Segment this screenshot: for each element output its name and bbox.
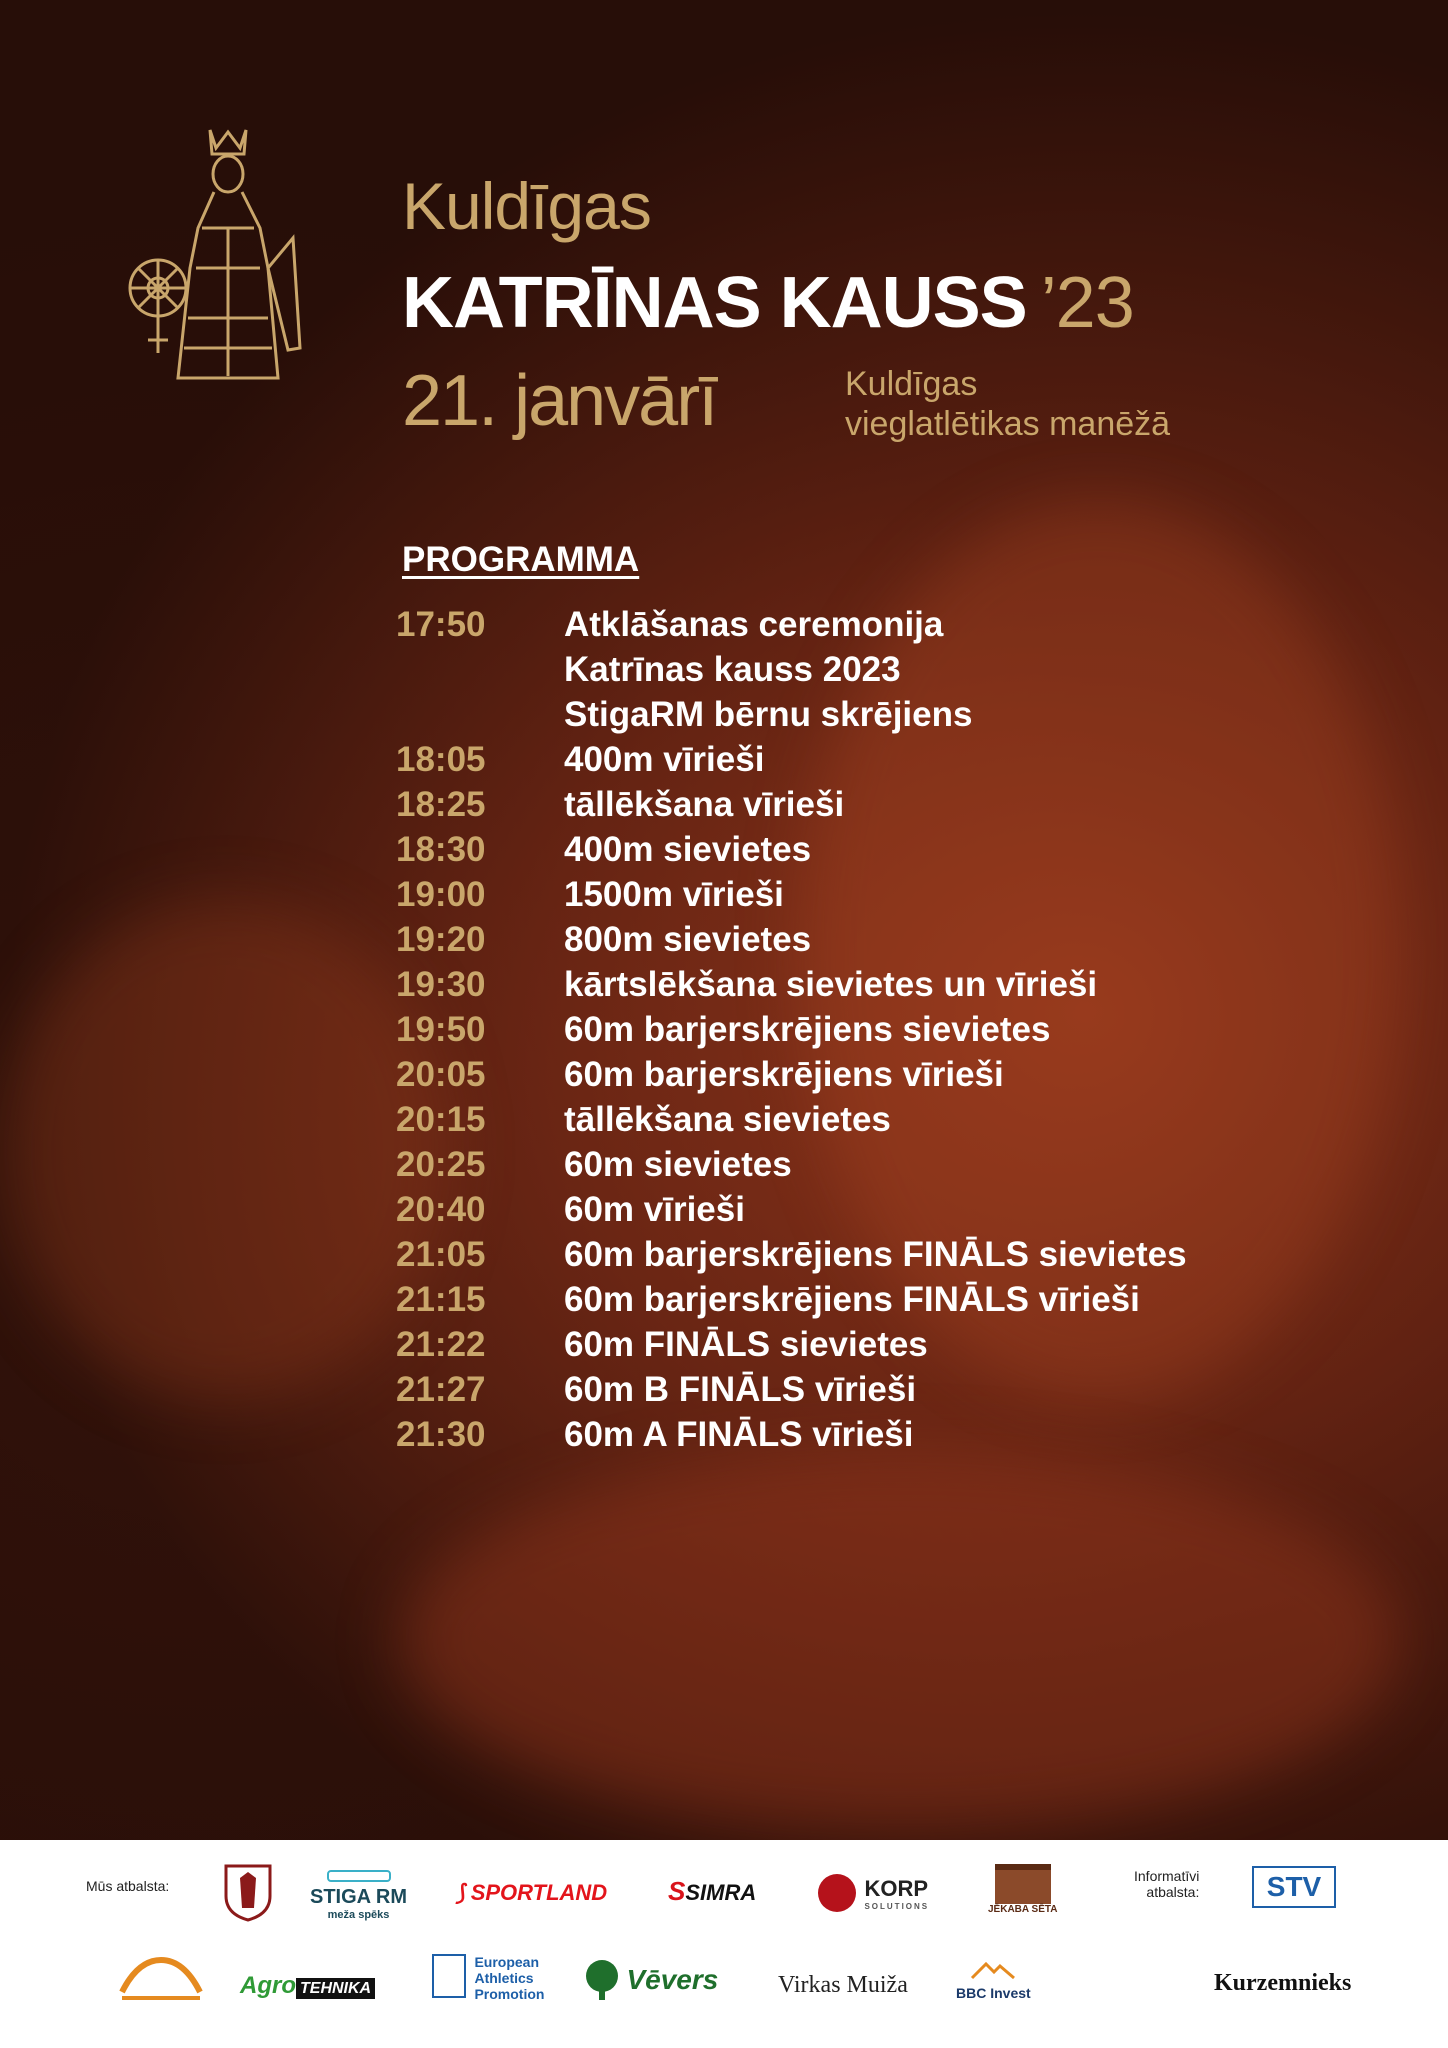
schedule-event: 60m barjerskrējiens sievietes <box>564 1009 1051 1049</box>
schedule-time: 20:25 <box>396 1144 486 1184</box>
mountain-icon <box>970 1962 1016 1980</box>
schedule-event: 60m FINĀLS sievietes <box>564 1324 928 1364</box>
schedule-row <box>396 647 1187 692</box>
simra-name: SIMRA <box>685 1880 757 1905</box>
schedule-time: 19:20 <box>396 919 486 959</box>
bbc-name: BBC Invest <box>956 1985 1031 2001</box>
support-label: Mūs atbalsta: <box>86 1878 170 1894</box>
korp-sub: SOLUTIONS <box>864 1901 930 1911</box>
korp-name: KORP <box>864 1875 929 1901</box>
schedule-event: 60m barjerskrējiens FINĀLS vīrieši <box>564 1279 1140 1319</box>
venue-line-1: Kuldīgas <box>845 365 978 403</box>
schedule-time: 18:05 <box>396 739 486 779</box>
schedule-row <box>396 962 1187 1007</box>
schedule-row <box>396 1412 1187 1457</box>
bg-glow-bottom <box>400 1450 1400 1830</box>
schedule-time: 20:05 <box>396 1054 486 1094</box>
schedule-event: 60m B FINĀLS vīrieši <box>564 1369 917 1409</box>
eap-line-3: Promotion <box>474 1986 545 2002</box>
schedule-time: 21:15 <box>396 1279 486 1319</box>
schedule-row <box>396 692 1187 737</box>
katrina-logo-icon <box>118 118 338 388</box>
schedule-event: tāllēkšana vīrieši <box>564 784 845 824</box>
schedule-time: 20:40 <box>396 1189 486 1229</box>
simra-s-icon: S <box>668 1876 686 1906</box>
simra-logo <box>668 1876 756 1907</box>
agro-name: Agro <box>240 1972 296 1999</box>
sportland-s-icon: ⟆ <box>456 1880 471 1905</box>
schedule-row <box>396 1232 1187 1277</box>
schedule-time: 17:50 <box>396 604 486 644</box>
schedule-event: 60m barjerskrējiens vīrieši <box>564 1054 1004 1094</box>
vevers-logo <box>582 1958 718 2002</box>
schedule-event: 60m vīrieši <box>564 1189 745 1229</box>
schedule-time: 18:30 <box>396 829 486 869</box>
sponsor-bar <box>0 1840 1448 2048</box>
program-title: PROGRAMMA <box>402 540 640 579</box>
schedule-time: 21:05 <box>396 1234 486 1274</box>
info-label-line-2: atbalsta: <box>1146 1884 1200 1900</box>
jekaba-name: JĒKABA SĒTA <box>988 1904 1058 1915</box>
schedule-event: StigaRM bērnu skrējiens <box>564 694 973 734</box>
eap-line-1: European <box>474 1954 540 1970</box>
jekaba-building-icon <box>995 1864 1051 1904</box>
sportland-logo <box>456 1880 607 1906</box>
schedule-row <box>396 1367 1187 1412</box>
schedule-event: 1500m vīrieši <box>564 874 784 914</box>
schedule-event: 60m A FINĀLS vīrieši <box>564 1414 914 1454</box>
schedule-time: 20:15 <box>396 1099 486 1139</box>
kuldiga-coat-of-arms-icon <box>222 1862 274 1922</box>
stv-logo: STV <box>1252 1866 1336 1908</box>
event-date: 21. janvārī <box>402 361 717 441</box>
schedule-event: 800m sievietes <box>564 919 812 959</box>
bbc-invest-logo <box>956 1962 1031 2001</box>
schedule-row <box>396 602 1187 647</box>
schedule-row <box>396 917 1187 962</box>
schedule-time: 21:22 <box>396 1324 486 1364</box>
schedule-row <box>396 872 1187 917</box>
schedule-row <box>396 737 1187 782</box>
schedule-row <box>396 827 1187 872</box>
tree-icon <box>582 1958 622 2002</box>
event-title <box>402 262 1134 344</box>
stiga-logo <box>310 1870 407 1921</box>
sports-school-logo <box>118 1952 204 2011</box>
schedule-time: 19:30 <box>396 964 486 1004</box>
vevers-name: Vēvers <box>626 1964 719 1995</box>
virkas-muiza-logo: Virkas Muiža <box>778 1972 908 1998</box>
bg-glow-left <box>0 900 450 1400</box>
schedule-time: 18:25 <box>396 784 486 824</box>
stiga-mark-icon <box>327 1870 391 1882</box>
stiga-name: STIGA RM <box>310 1886 408 1908</box>
schedule-time: 21:30 <box>396 1414 486 1454</box>
schedule-row <box>396 782 1187 827</box>
eap-mark-icon <box>432 1954 466 1998</box>
schedule-row <box>396 1052 1187 1097</box>
city-title: Kuldīgas <box>402 169 651 243</box>
korp-mark-icon <box>818 1874 856 1912</box>
schedule-row <box>396 1097 1187 1142</box>
schedule-row <box>396 1187 1187 1232</box>
schedule-event: Katrīnas kauss 2023 <box>564 649 901 689</box>
schedule-time: 21:27 <box>396 1369 486 1409</box>
venue-line-2: vieglatlētikas manēžā <box>845 405 1171 443</box>
kurzemnieks-logo: Kurzemnieks <box>1214 1970 1352 1996</box>
schedule-time: 19:50 <box>396 1009 486 1049</box>
eap-logo <box>432 1954 544 2004</box>
event-venue <box>845 364 1170 444</box>
schedule-row <box>396 1322 1187 1367</box>
schedule-event: 400m sievietes <box>564 829 812 869</box>
info-label-line-1: Informatīvi <box>1134 1868 1200 1884</box>
stiga-sub: meža spēks <box>327 1909 390 1921</box>
schedule-list <box>396 602 1187 1457</box>
bridge-icon <box>118 1952 204 2006</box>
schedule-time: 19:00 <box>396 874 486 914</box>
eap-line-2: Athletics <box>474 1970 534 1986</box>
jekaba-seta-logo <box>988 1864 1057 1915</box>
event-name: KATRĪNAS KAUSS <box>402 263 1027 343</box>
event-year: ’23 <box>1040 263 1134 343</box>
schedule-event: 60m barjerskrējiens FINĀLS sievietes <box>564 1234 1187 1274</box>
schedule-row <box>396 1142 1187 1187</box>
schedule-event: Atklāšanas ceremonija <box>564 604 944 644</box>
agrotehnika-logo <box>240 1972 375 2000</box>
schedule-row <box>396 1277 1187 1322</box>
schedule-event: kārtslēkšana sievietes un vīrieši <box>564 964 1098 1004</box>
schedule-event: tāllēkšana sievietes <box>564 1099 891 1139</box>
schedule-event: 400m vīrieši <box>564 739 765 779</box>
schedule-event: 60m sievietes <box>564 1144 792 1184</box>
schedule-row <box>396 1007 1187 1052</box>
info-label <box>1134 1868 1199 1900</box>
korp-logo <box>818 1874 929 1912</box>
sportland-name: SPORTLAND <box>470 1880 608 1905</box>
tehnika-name: TEHNIKA <box>296 1978 375 1999</box>
